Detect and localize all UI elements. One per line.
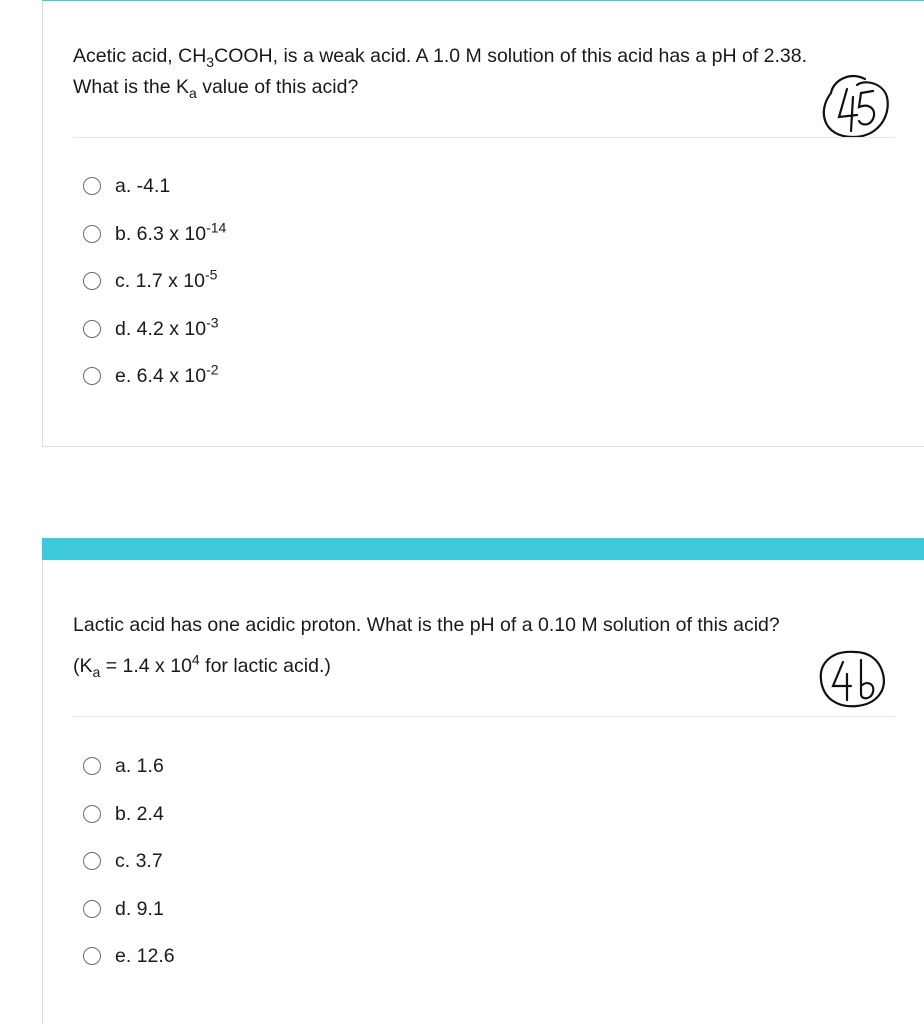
choice-label: e. 12.6 (115, 945, 175, 967)
choice-label: c. 3.7 (115, 850, 163, 872)
choice-e[interactable] (83, 361, 583, 409)
radio-button[interactable] (83, 177, 101, 195)
divider (73, 716, 895, 717)
question-2-text (73, 610, 903, 682)
radio-button[interactable] (83, 320, 101, 338)
question-1-text-part: COOH, is a weak acid. A 1.0 M solution of this acid has a pH of 2.38. (214, 45, 807, 67)
choice-c[interactable] (83, 846, 583, 894)
choice-label: c. 1.7 x $10^{-5}$ (115, 266, 218, 292)
radio-button[interactable] (83, 805, 101, 823)
handwritten-note-46 (815, 648, 889, 710)
handwritten-circle-icon (815, 648, 889, 710)
question-1-text-part: What is the K (73, 76, 189, 98)
subscript: 3 (206, 53, 215, 70)
radio-button[interactable] (83, 947, 101, 965)
question-2-line-2: ($K_a = 1.4$ x $10^4$ for lactic acid.) (73, 651, 331, 680)
choice-label: b. 6.3 x $10^{-14}$ (115, 218, 227, 245)
radio-button[interactable] (83, 852, 101, 870)
question-1-text-part: value of this acid? (196, 76, 359, 98)
handwritten-circle-icon (813, 71, 893, 141)
choice-c[interactable] (83, 266, 583, 314)
choice-b[interactable] (83, 799, 583, 847)
choice-label: d. 4.2 x $10^{-3}$ (115, 313, 219, 340)
choice-a[interactable] (83, 751, 583, 799)
choice-e[interactable] (83, 941, 583, 989)
choice-d[interactable] (83, 894, 583, 942)
question-2-choices (83, 751, 583, 989)
subscript: a (188, 84, 197, 101)
divider (73, 137, 895, 138)
question-1-choices (83, 171, 583, 409)
choice-label: b. 2.4 (115, 802, 164, 825)
choice-label: e. 6.4 x $10^{-2}$ (115, 361, 219, 387)
choice-a[interactable] (83, 171, 583, 219)
handwritten-note-45 (813, 71, 893, 141)
choice-label: d. 9.1 (115, 897, 164, 920)
question-2-line-1: Lactic acid has one acidic proton. What is the pH of a 0.10 M solution of this acid? (73, 614, 780, 636)
radio-button[interactable] (83, 757, 101, 775)
radio-button[interactable] (83, 367, 101, 385)
choice-label: a. -4.1 (115, 175, 171, 197)
card-header-bar (42, 538, 924, 560)
question-card-1 (42, 0, 924, 447)
question-1-text (73, 41, 903, 103)
choice-label: a. 1.6 (115, 755, 164, 777)
radio-button[interactable] (83, 272, 101, 290)
choice-d[interactable] (83, 314, 583, 362)
radio-button[interactable] (83, 225, 101, 243)
question-card-2 (42, 538, 924, 1024)
radio-button[interactable] (83, 900, 101, 918)
question-1-text-part: Acetic acid, CH (73, 45, 207, 67)
choice-b[interactable] (83, 219, 583, 267)
